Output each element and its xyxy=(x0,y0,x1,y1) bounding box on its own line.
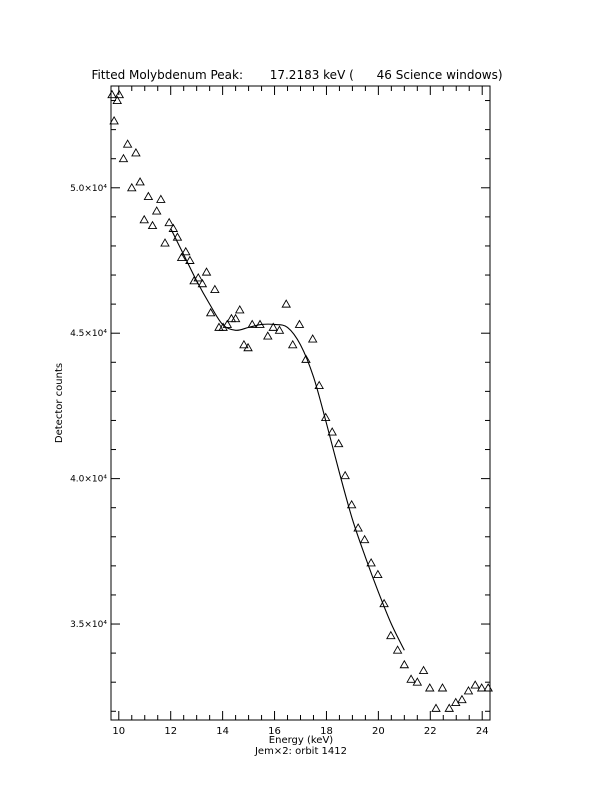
data-point-triangle xyxy=(211,286,219,293)
data-point-triangle xyxy=(438,684,446,691)
data-point-triangle xyxy=(157,195,165,202)
data-point-triangle xyxy=(471,681,479,688)
data-point-triangle xyxy=(341,472,349,479)
y-tick-label: 3.5×10⁴ xyxy=(70,620,107,631)
chart-subtitle: Jem×2: orbit 1412 xyxy=(254,746,348,757)
x-tick-label: 12 xyxy=(164,726,178,737)
data-point-triangle xyxy=(236,306,244,313)
data-point-triangle xyxy=(128,184,136,191)
data-point-triangle xyxy=(361,536,369,543)
data-point-triangle xyxy=(132,149,140,156)
data-point-triangle xyxy=(264,332,272,339)
x-tick-label: 10 xyxy=(112,726,126,737)
data-point-triangle xyxy=(203,268,211,275)
y-tick-label: 4.5×10⁴ xyxy=(70,329,107,340)
data-point-triangle xyxy=(227,315,235,322)
data-point-triangle xyxy=(400,661,408,668)
x-axis-label: Energy (keV) xyxy=(268,735,334,746)
x-tick-label: 16 xyxy=(268,726,281,737)
data-point-triangle xyxy=(374,571,382,578)
fit-curve xyxy=(171,229,405,651)
x-tick-label: 18 xyxy=(320,726,333,737)
data-point-triangle xyxy=(309,335,317,342)
data-point-triangle xyxy=(115,91,123,98)
data-point-triangle xyxy=(407,675,415,682)
y-tick-labels xyxy=(70,184,107,630)
x-tick-label: 14 xyxy=(216,726,229,737)
data-point-triangle xyxy=(149,222,157,229)
plot-frame xyxy=(111,86,490,720)
y-tick-label: 5.0×10⁴ xyxy=(70,183,107,194)
x-tick-label: 24 xyxy=(475,726,489,737)
data-point-triangle xyxy=(295,320,303,327)
x-tick-label: 22 xyxy=(423,726,437,737)
data-point-triangle xyxy=(420,667,428,674)
data-point-triangle xyxy=(289,341,297,348)
data-point-triangle xyxy=(458,696,466,703)
data-series xyxy=(108,91,492,712)
y-axis-label: Detector counts xyxy=(54,362,65,444)
data-point-triangle xyxy=(394,646,402,653)
y-tick-label: 4.0×10⁴ xyxy=(70,474,107,485)
axis-ticks xyxy=(111,86,490,720)
data-point-triangle xyxy=(140,216,148,223)
chart-title: Fitted Molybdenum Peak: 17.2183 keV ( 46 Science windows) xyxy=(91,68,503,82)
data-point-triangle xyxy=(335,440,343,447)
data-point-triangle xyxy=(144,193,152,200)
data-point-triangle xyxy=(108,91,116,98)
data-point-triangle xyxy=(161,239,169,246)
data-point-triangle xyxy=(215,323,223,330)
data-point-triangle xyxy=(124,140,132,147)
data-point-triangle xyxy=(153,207,161,214)
data-point-triangle xyxy=(136,178,144,185)
data-point-triangle xyxy=(432,704,440,711)
data-point-triangle xyxy=(165,219,173,226)
data-point-triangle xyxy=(119,155,127,162)
data-point-triangle xyxy=(282,300,290,307)
data-point-triangle xyxy=(426,684,434,691)
data-point-triangle xyxy=(232,315,240,322)
x-tick-label: 20 xyxy=(372,726,385,737)
data-point-triangle xyxy=(387,632,395,639)
